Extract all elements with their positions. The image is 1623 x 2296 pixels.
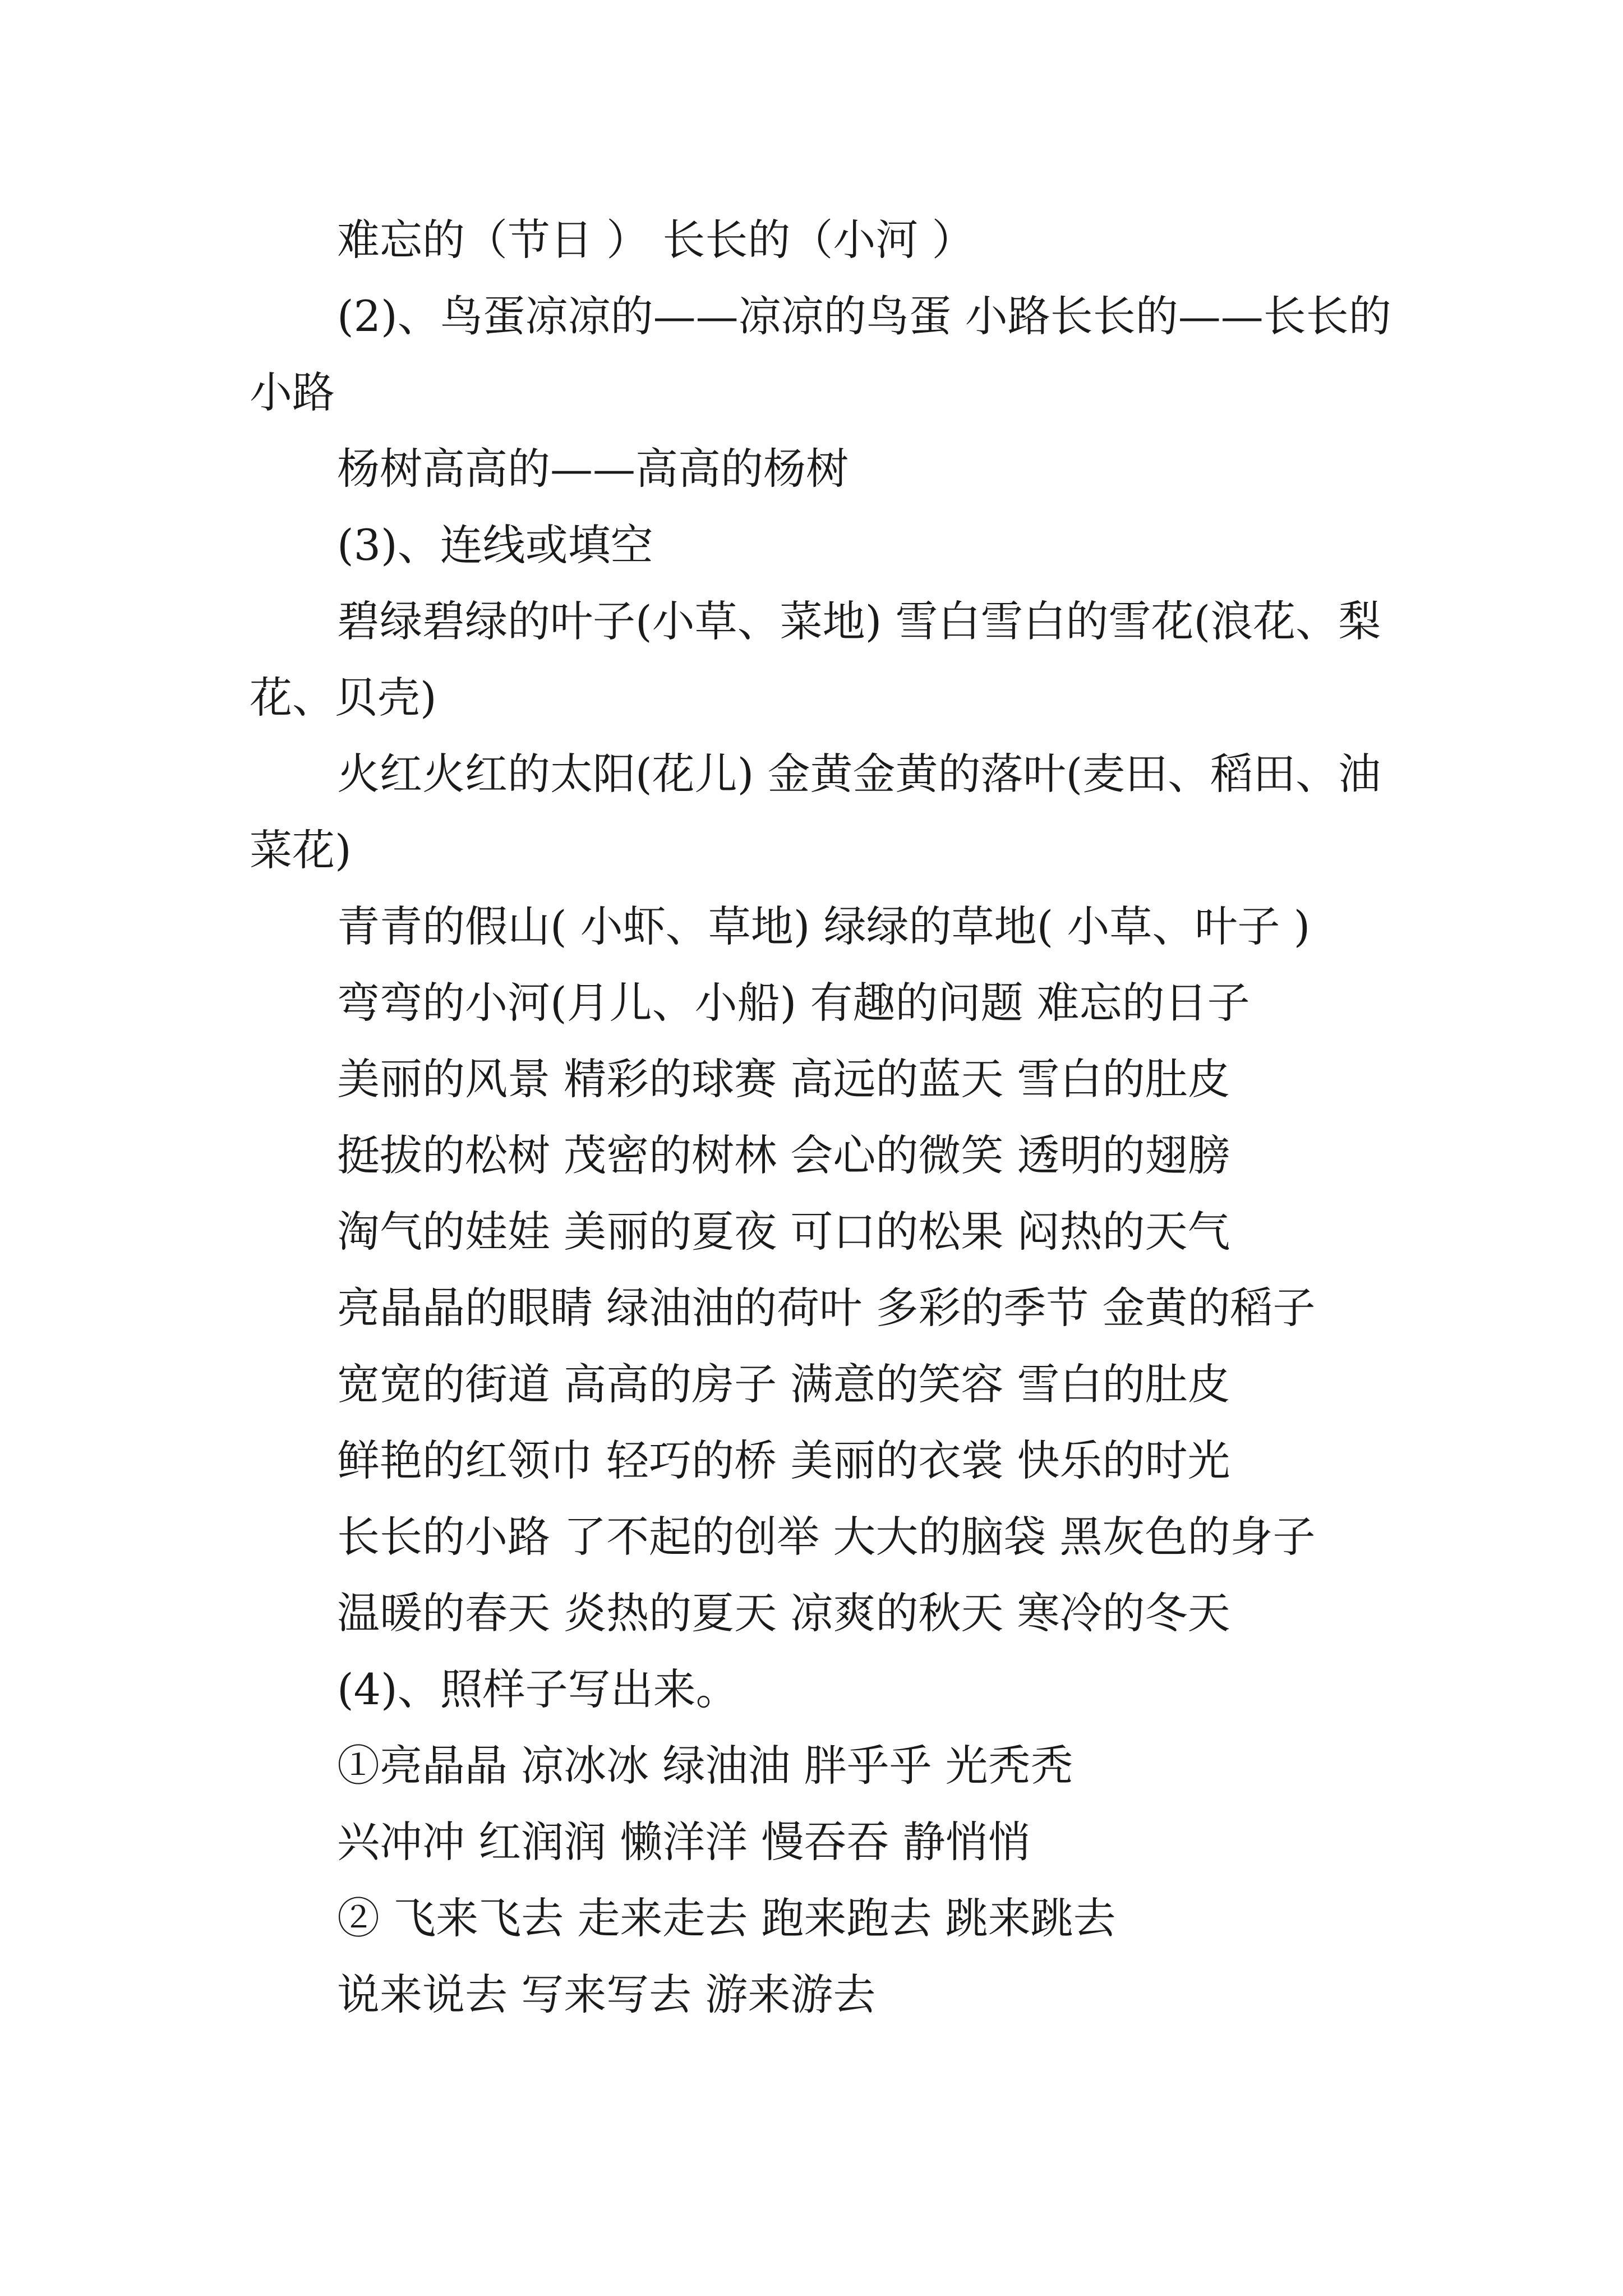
paragraph-10: 挺拔的松树 茂密的树林 会心的微笑 透明的翅膀: [337, 1130, 1230, 1180]
document-body: [250, 202, 1394, 2033]
paragraph-3: 杨树高高的——高高的杨树: [337, 444, 849, 494]
paragraph-19: 兴冲冲 红润润 懒洋洋 慢吞吞 静悄悄: [337, 1817, 1031, 1867]
paragraph-20: ② 飞来飞去 走来走去 跑来跑去 跳来跳去: [337, 1893, 1116, 1943]
paragraph-6: 火红火红的太阳(花儿) 金黄金黄的落叶(麦田、稻田、油菜花): [250, 749, 1381, 875]
paragraph-4: (3)、连线或填空: [337, 520, 653, 570]
paragraph-18: ①亮晶晶 凉冰冰 绿油油 胖乎乎 光秃秃: [337, 1741, 1073, 1791]
paragraph-12: 亮晶晶的眼睛 绿油油的荷叶 多彩的季节 金黄的稻子: [337, 1283, 1316, 1333]
paragraph-17: (4)、照样子写出来。: [337, 1664, 739, 1714]
paragraph-8: 弯弯的小河(月儿、小船) 有趣的问题 难忘的日子: [337, 978, 1250, 1028]
paragraph-2: (2)、鸟蛋凉凉的——凉凉的鸟蛋 小路长长的——长长的小路: [250, 291, 1391, 417]
paragraph-15: 长长的小路 了不起的创举 大大的脑袋 黑灰色的身子: [337, 1512, 1316, 1562]
paragraph-21: 说来说去 写来写去 游来游去: [337, 1970, 876, 2019]
paragraph-14: 鲜艳的红领巾 轻巧的桥 美丽的衣裳 快乐的时光: [337, 1435, 1230, 1485]
paragraph-9: 美丽的风景 精彩的球赛 高远的蓝天 雪白的肚皮: [337, 1054, 1230, 1104]
paragraph-7: 青青的假山( 小虾、草地) 绿绿的草地( 小草、叶子 ): [337, 901, 1311, 951]
paragraph-13: 宽宽的街道 高高的房子 满意的笑容 雪白的肚皮: [337, 1359, 1230, 1409]
paragraph-11: 淘气的娃娃 美丽的夏夜 可口的松果 闷热的天气: [337, 1207, 1230, 1257]
paragraph-5: 碧绿碧绿的叶子(小草、菜地) 雪白雪白的雪花(浪花、梨花、贝壳): [250, 596, 1381, 723]
paragraph-1: 难忘的（节日 ） 长长的（小河 ）: [337, 215, 975, 265]
paragraph-16: 温暖的春天 炎热的夏天 凉爽的秋天 寒冷的冬天: [337, 1588, 1230, 1638]
